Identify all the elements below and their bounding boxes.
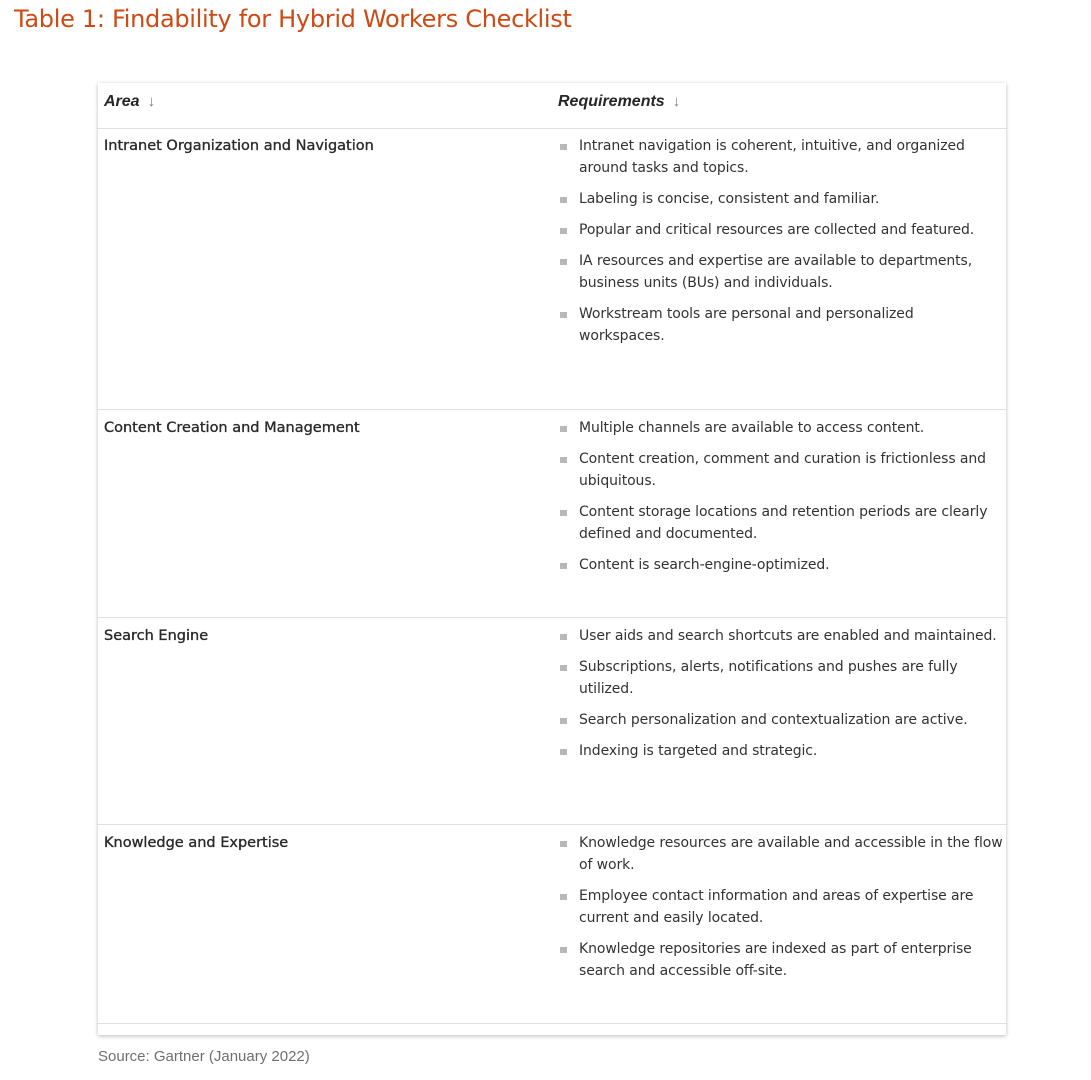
column-header-requirements[interactable] (558, 90, 680, 114)
square-bullet-icon (560, 894, 567, 900)
column-header-area[interactable] (104, 90, 155, 114)
requirement-item (558, 709, 1003, 731)
arrow-down-icon[interactable]: ↓ (147, 93, 156, 110)
requirement-text: IA resources and expertise are available to departments, business units (BUs) and individuals. (579, 253, 973, 291)
requirement-text: Indexing is targeted and strategic. (579, 743, 818, 759)
area-cell: Knowledge and Expertise (104, 835, 289, 851)
square-bullet-icon (560, 947, 567, 953)
requirement-text: Multiple channels are available to access content. (579, 420, 925, 436)
requirement-text: User aids and search shortcuts are enabled and maintained. (579, 628, 997, 644)
square-bullet-icon (560, 228, 567, 234)
requirement-text: Search personalization and contextualization are active. (579, 712, 968, 728)
requirements-list (558, 625, 1003, 771)
requirements-list (558, 832, 1003, 991)
requirement-text: Content is search-engine-optimized. (579, 557, 830, 573)
requirement-text: Workstream tools are personal and personalized workspaces. (579, 306, 914, 344)
requirement-item (558, 250, 1003, 294)
table-header-row (98, 83, 1006, 129)
square-bullet-icon (560, 749, 567, 755)
area-cell: Intranet Organization and Navigation (104, 138, 374, 154)
requirement-item (558, 135, 1003, 179)
table-row (98, 618, 1006, 825)
table-row (98, 128, 1006, 410)
requirement-text: Labeling is concise, consistent and familiar. (579, 191, 880, 207)
requirement-text: Intranet navigation is coherent, intuitive, and organized around tasks and topics. (579, 138, 965, 176)
column-header-area-label: Area (104, 93, 140, 110)
table-row (98, 825, 1006, 1024)
square-bullet-icon (560, 841, 567, 847)
requirement-item (558, 885, 1003, 929)
area-cell: Search Engine (104, 628, 209, 644)
square-bullet-icon (560, 197, 567, 203)
requirement-text: Content storage locations and retention periods are clearly defined and documented. (579, 504, 988, 542)
requirement-text: Knowledge resources are available and accessible in the flow of work. (579, 835, 1003, 873)
square-bullet-icon (560, 457, 567, 463)
column-header-requirements-label: Requirements (558, 93, 665, 110)
requirements-list (558, 135, 1003, 356)
area-cell: Content Creation and Management (104, 420, 360, 436)
square-bullet-icon (560, 426, 567, 432)
requirement-item (558, 448, 1003, 492)
requirement-text: Employee contact information and areas of expertise are current and easily located. (579, 888, 974, 926)
requirement-item (558, 938, 1003, 982)
square-bullet-icon (560, 144, 567, 150)
checklist-table (98, 83, 1006, 1035)
requirement-item (558, 188, 1003, 210)
requirement-item (558, 303, 1003, 347)
table-title: Table 1: Findability for Hybrid Workers Checklist (14, 5, 572, 33)
square-bullet-icon (560, 665, 567, 671)
square-bullet-icon (560, 563, 567, 569)
table-row (98, 410, 1006, 618)
square-bullet-icon (560, 718, 567, 724)
requirements-list (558, 417, 1003, 585)
square-bullet-icon (560, 312, 567, 318)
requirement-item (558, 554, 1003, 576)
requirement-text: Content creation, comment and curation is frictionless and ubiquitous. (579, 451, 986, 489)
requirement-item (558, 625, 1003, 647)
arrow-down-icon[interactable]: ↓ (672, 93, 681, 110)
requirement-item (558, 501, 1003, 545)
source-note: Source: Gartner (January 2022) (98, 1048, 310, 1065)
requirement-text: Knowledge repositories are indexed as part of enterprise search and accessible off-site. (579, 941, 972, 979)
square-bullet-icon (560, 510, 567, 516)
requirement-text: Popular and critical resources are collected and featured. (579, 222, 975, 238)
requirement-item (558, 740, 1003, 762)
requirement-item (558, 417, 1003, 439)
requirement-item (558, 219, 1003, 241)
requirement-item (558, 656, 1003, 700)
square-bullet-icon (560, 634, 567, 640)
requirement-item (558, 832, 1003, 876)
requirement-text: Subscriptions, alerts, notifications and pushes are fully utilized. (579, 659, 958, 697)
square-bullet-icon (560, 259, 567, 265)
